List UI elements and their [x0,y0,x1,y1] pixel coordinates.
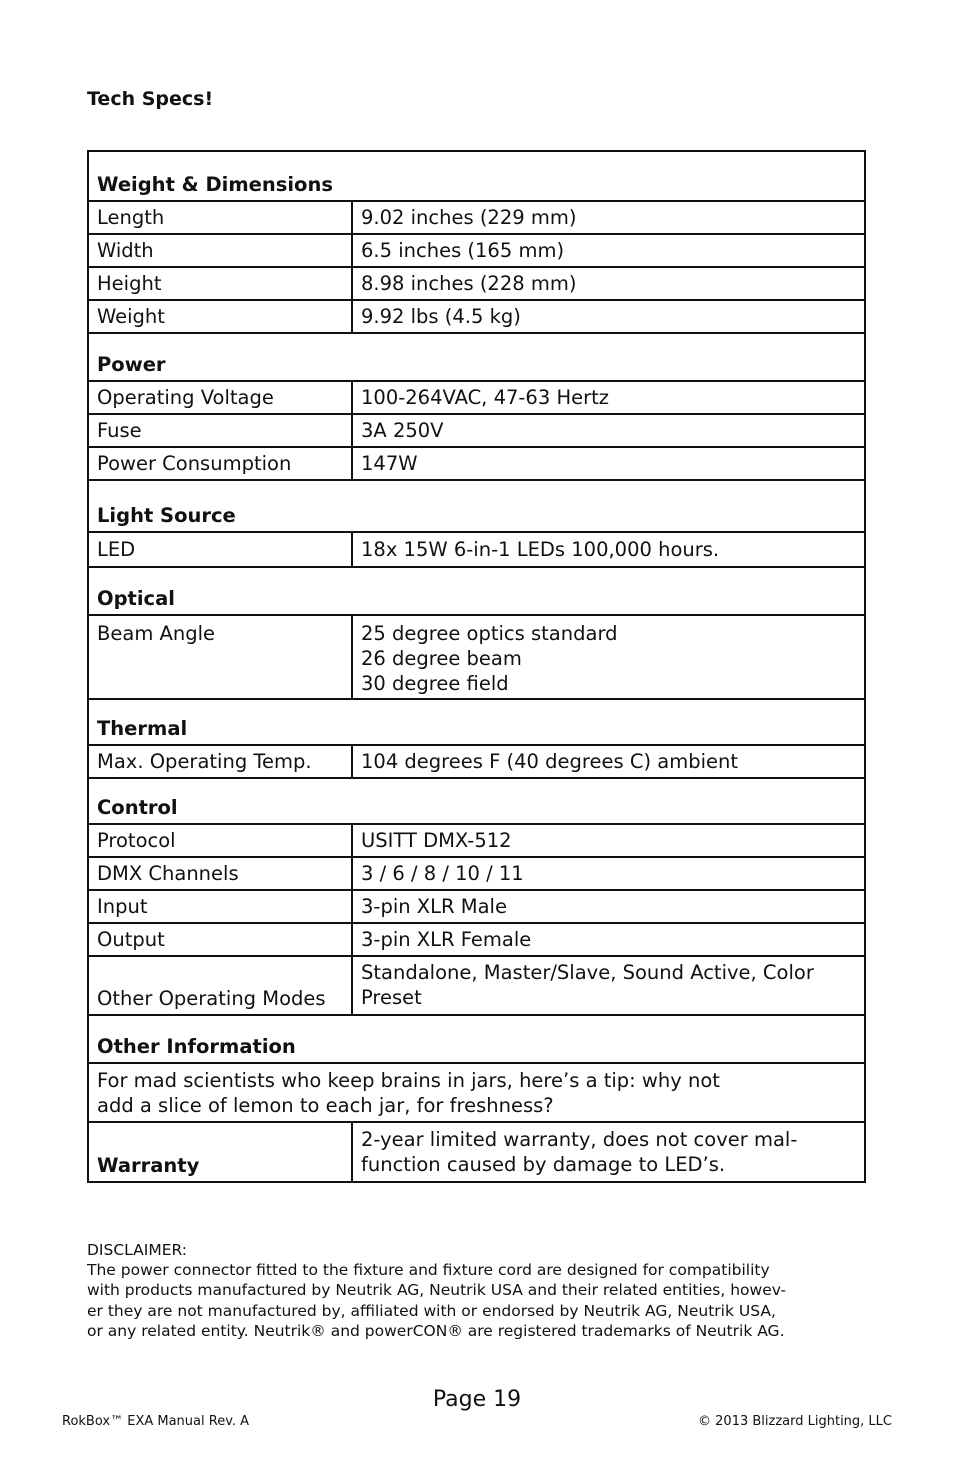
info-text [88,1063,865,1122]
spec-row [88,824,865,857]
spec-row [88,923,865,956]
disclaimer-line: with products manufactured by Neutrik AG, Neutrik USA and their related entities, howev- [87,1281,787,1300]
section-header-optical [88,567,865,615]
spec-row [88,857,865,890]
disclaimer-line: or any related entity. Neutrik® and powerCON® are registered trademarks of Neutrik AG. [87,1321,785,1340]
spec-label: LED [88,532,352,567]
spec-row [88,300,865,333]
footer-manual-title: RokBox™ EXA Manual Rev. A [62,1414,250,1429]
section-title: Optical [88,567,865,615]
page-heading: Tech Specs! [87,88,214,110]
spec-row [88,890,865,923]
spec-value: 104 degrees F (40 degrees C) ambient [352,745,865,778]
section-header-control [88,778,865,824]
spec-label: Height [88,267,352,300]
spec-value: 8.98 inches (228 mm) [352,267,865,300]
spec-label: Operating Voltage [88,381,352,414]
value-line: 30 degree field [361,672,509,695]
spec-value: 6.5 inches (165 mm) [352,234,865,267]
spec-row [88,532,865,567]
spec-label: Weight [88,300,352,333]
spec-value: 100-264VAC, 47-63 Hertz [352,381,865,414]
spec-row [88,267,865,300]
spec-label: Width [88,234,352,267]
section-header-power [88,333,865,381]
spec-value: 18x 15W 6-in-1 LEDs 100,000 hours. [352,532,865,567]
tech-specs-table [87,150,866,1183]
section-title: Thermal [88,699,865,745]
disclaimer-line: The power connector fitted to the fixture and fixture cord are designed for compatibility [87,1261,770,1280]
warranty-value [352,1122,865,1182]
footer-copyright: © 2013 Blizzard Lighting, LLC [698,1414,892,1429]
info-row [88,1063,865,1122]
spec-row [88,234,865,267]
spec-value [352,615,865,699]
warranty-label: Warranty [88,1122,352,1182]
section-title: Power [88,333,865,381]
section-title: Other Information [88,1015,865,1063]
value-line: Standalone, Master/Slave, Sound Active, Color [361,961,814,984]
spec-value: USITT DMX-512 [352,824,865,857]
spec-value: 9.02 inches (229 mm) [352,201,865,234]
spec-row [88,447,865,480]
disclaimer-line: er they are not manufactured by, affiliated with or endorsed by Neutrik AG, Neutrik USA, [87,1301,776,1320]
disclaimer-label: DISCLAIMER: [87,1241,188,1259]
info-line: For mad scientists who keep brains in jars, here’s a tip: why not [97,1068,720,1092]
spec-row [88,745,865,778]
section-header-other-information [88,1015,865,1063]
section-title: Control [88,778,865,824]
spec-label: Input [88,890,352,923]
spec-label: DMX Channels [88,857,352,890]
spec-label: Output [88,923,352,956]
value-line: 2-year limited warranty, does not cover mal- [361,1128,798,1151]
value-line: 26 degree beam [361,647,522,670]
spec-label: Length [88,201,352,234]
spec-value: 3-pin XLR Male [352,890,865,923]
spec-value: 3A 250V [352,414,865,447]
value-line: Preset [361,986,422,1009]
spec-label: Beam Angle [88,615,352,699]
spec-label: Protocol [88,824,352,857]
spec-row [88,615,865,699]
section-header-light-source [88,480,865,532]
spec-label: Max. Operating Temp. [88,745,352,778]
section-header-thermal [88,699,865,745]
section-title: Weight & Dimensions [88,151,865,201]
spec-label: Fuse [88,414,352,447]
spec-label: Other Operating Modes [88,956,352,1015]
spec-value: 147W [352,447,865,480]
section-title: Light Source [88,480,865,532]
spec-value: 9.92 lbs (4.5 kg) [352,300,865,333]
spec-label: Power Consumption [88,447,352,480]
spec-row [88,201,865,234]
spec-row [88,956,865,1015]
spec-row [88,414,865,447]
value-line: 25 degree optics standard [361,622,618,645]
disclaimer [87,1240,877,1341]
warranty-row [88,1122,865,1182]
spec-value [352,956,865,1015]
info-line: add a slice of lemon to each jar, for freshness? [97,1093,554,1117]
spec-value: 3-pin XLR Female [352,923,865,956]
spec-row [88,381,865,414]
value-line: function caused by damage to LED’s. [361,1153,726,1176]
section-header-weight [88,151,865,201]
page-number: Page 19 [432,1387,522,1412]
spec-value: 3 / 6 / 8 / 10 / 11 [352,857,865,890]
